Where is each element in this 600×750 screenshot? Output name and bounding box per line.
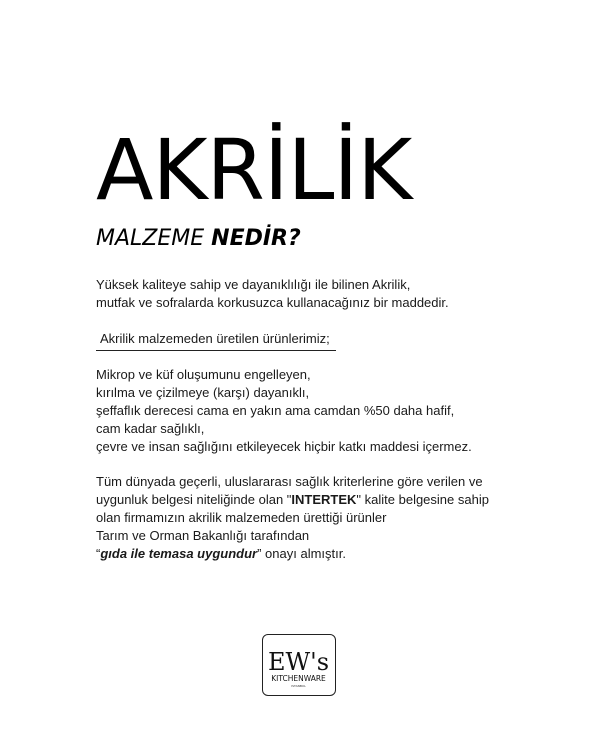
feature-item: Mikrop ve küf oluşumunu engelleyen, bbox=[96, 367, 311, 382]
certification-paragraph bbox=[96, 473, 489, 563]
logo-tiny-text: ISTANBUL bbox=[291, 684, 306, 688]
products-heading-block bbox=[96, 330, 336, 351]
features-list bbox=[96, 366, 472, 456]
feature-item: cam kadar sağlıklı, bbox=[96, 421, 205, 436]
feature-item: kırılma ve çizilmeye (karşı) dayanıklı, bbox=[96, 385, 310, 400]
certification-text: " kalite belgesine sahip bbox=[356, 492, 489, 507]
subtitle-normal: MALZEME bbox=[96, 226, 205, 251]
logo-main-text: EW's bbox=[267, 648, 330, 676]
feature-item: şeffaflık derecesi cama en yakın ama camdan %50 daha hafif, bbox=[96, 403, 455, 418]
food-safe-label: gıda ile temasa uygundur bbox=[100, 546, 258, 561]
intertek-label: INTERTEK bbox=[291, 492, 357, 507]
feature-item: çevre ve insan sağlığını etkileyecek hiçbir katkı maddesi içermez. bbox=[96, 439, 472, 454]
ews-kitchenware-logo bbox=[263, 635, 334, 694]
intro-line: Yüksek kaliteye sahip ve dayanıklılığı ile bilinen Akrilik, bbox=[96, 277, 411, 292]
intro-line: mutfak ve sofralarda korkusuzca kullanacağınız bir maddedir. bbox=[96, 295, 449, 310]
page-subtitle bbox=[96, 226, 301, 252]
certification-line bbox=[96, 545, 489, 563]
brand-logo bbox=[262, 634, 336, 696]
certification-line bbox=[96, 491, 489, 509]
certification-text: ” onayı almıştır. bbox=[257, 546, 346, 561]
products-heading: Akrilik malzemeden üretilen ürünlerimiz; bbox=[96, 330, 336, 351]
logo-sub-text: KITCHENWARE bbox=[271, 674, 326, 683]
certification-line: Tüm dünyada geçerli, uluslararası sağlık kriterlerine göre verilen ve bbox=[96, 474, 483, 489]
certification-line: Tarım ve Orman Bakanlığı tarafından bbox=[96, 528, 310, 543]
intro-paragraph bbox=[96, 276, 449, 312]
certification-text: uygunluk belgesi niteliğinde olan " bbox=[96, 492, 292, 507]
certification-line: olan firmamızın akrilik malzemeden ürettiği ürünler bbox=[96, 510, 387, 525]
page-title: AKRİLİK bbox=[96, 121, 412, 219]
quote-open: “ bbox=[96, 546, 101, 561]
subtitle-bold: NEDİR? bbox=[211, 226, 301, 251]
